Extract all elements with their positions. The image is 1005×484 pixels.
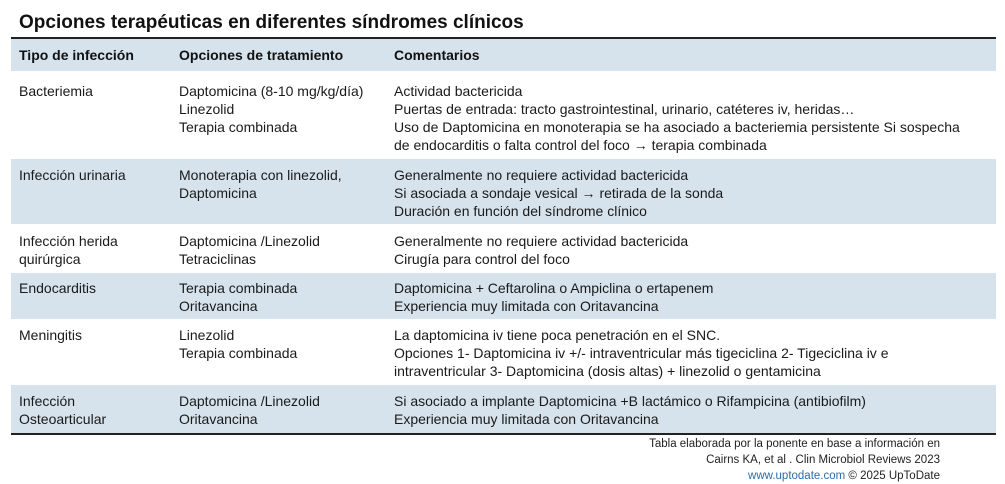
treatment-line: Terapia combinada (179, 280, 298, 296)
header-treatment: Opciones de tratamiento (171, 39, 386, 72)
uptodate-link[interactable]: www.uptodate.com (748, 470, 846, 482)
header-comments: Comentarios (386, 39, 996, 72)
cell-treatment (171, 273, 386, 320)
cell-infection (11, 385, 171, 435)
comments-line: La daptomicina iv tiene poca penetración en el SNC. (394, 327, 721, 343)
cell-comments (386, 72, 996, 159)
comments-line: Actividad bactericida (394, 83, 523, 99)
footer-line-2: Cairns KA, et al . Clin Microbiol Reviews 2023 (706, 454, 940, 466)
treatment-line: Terapia combinada (179, 345, 298, 361)
cell-treatment (171, 385, 386, 435)
comments-line: Experiencia muy limitada con Oritavancina (394, 298, 659, 314)
infection-line: Endocarditis (19, 280, 97, 296)
table-row (11, 225, 996, 273)
table-row (11, 320, 996, 385)
cell-treatment (171, 320, 386, 385)
cell-comments (386, 273, 996, 320)
cell-comments (386, 225, 996, 273)
comments-line: Duración en función del síndrome clínico (394, 203, 647, 219)
treatment-line: Oritavancina (179, 298, 258, 314)
comments-line: Daptomicina + Ceftarolina o Ampiclina o ertapenem (394, 280, 714, 296)
footer-line-1: Tabla elaborada por la ponente en base a información en (649, 438, 940, 450)
cell-treatment (171, 72, 386, 159)
treatment-line: Tetraciclinas (179, 251, 257, 267)
comments-line: Si asociada a sondaje vesical → retirada de la sonda (394, 185, 724, 201)
comments-line: Opciones 1- Daptomicina iv +/- intraventricular más tigeciclina 2- Tigeciclina iv e (394, 345, 889, 361)
comments-line: Si asociado a implante Daptomicina +B lactámico o Rifampicina (antibiofilm) (394, 393, 866, 409)
table-row (11, 385, 996, 435)
source-footer (649, 436, 940, 484)
cell-comments (386, 320, 996, 385)
treatment-line: Terapia combinada (179, 119, 298, 135)
comments-line: Uso de Daptomicina en monoterapia se ha asociado a bacteriemia persistente Si sospecha (394, 119, 960, 135)
treatment-line: Linezolid (179, 327, 235, 343)
table-header-row (11, 39, 996, 72)
comments-line: Generalmente no requiere actividad bactericida (394, 167, 689, 183)
table-title: Opciones terapéuticas en diferentes síndromes clínicos (19, 12, 524, 33)
comments-line: intraventricular 3- Daptomicina (dosis altas) + linezolid o gentamicina (394, 363, 821, 379)
treatment-line: Oritavancina (179, 411, 258, 427)
cell-infection (11, 72, 171, 159)
treatment-line: Daptomicina (8-10 mg/kg/día) (179, 83, 364, 99)
treatment-line: Daptomicina /Linezolid (179, 393, 320, 409)
table-row (11, 72, 996, 159)
comments-line: Puertas de entrada: tracto gastrointestinal, urinario, catéteres iv, heridas… (394, 101, 855, 117)
infection-line: Infección (19, 393, 76, 409)
cell-comments (386, 159, 996, 225)
footer-line-3 (649, 468, 940, 484)
treatment-line: Linezolid (179, 101, 235, 117)
table-row (11, 159, 996, 225)
table-row (11, 273, 996, 320)
cell-treatment (171, 159, 386, 225)
cell-treatment (171, 225, 386, 273)
treatment-line: Daptomicina /Linezolid (179, 233, 320, 249)
copyright-text: © 2025 UpToDate (845, 470, 940, 482)
infection-line: quirúrgica (19, 251, 81, 267)
cell-infection (11, 320, 171, 385)
comments-line: de endocarditis o falta control del foco → terapia combinada (394, 137, 767, 153)
cell-infection (11, 225, 171, 273)
infection-line: Infección urinaria (19, 167, 126, 183)
header-infection: Tipo de infección (11, 39, 171, 72)
treatment-table (11, 39, 996, 435)
comments-line: Generalmente no requiere actividad bactericida (394, 233, 689, 249)
infection-line: Meningitis (19, 327, 83, 343)
treatment-line: Monoterapia con linezolid, (179, 167, 342, 183)
comments-line: Experiencia muy limitada con Oritavancina (394, 411, 659, 427)
infection-line: Osteoarticular (19, 411, 107, 427)
cell-infection (11, 273, 171, 320)
cell-infection (11, 159, 171, 225)
infection-line: Infección herida (19, 233, 118, 249)
comments-line: Cirugía para control del foco (394, 251, 570, 267)
infection-line: Bacteriemia (19, 83, 93, 99)
cell-comments (386, 385, 996, 435)
treatment-line: Daptomicina (179, 185, 257, 201)
